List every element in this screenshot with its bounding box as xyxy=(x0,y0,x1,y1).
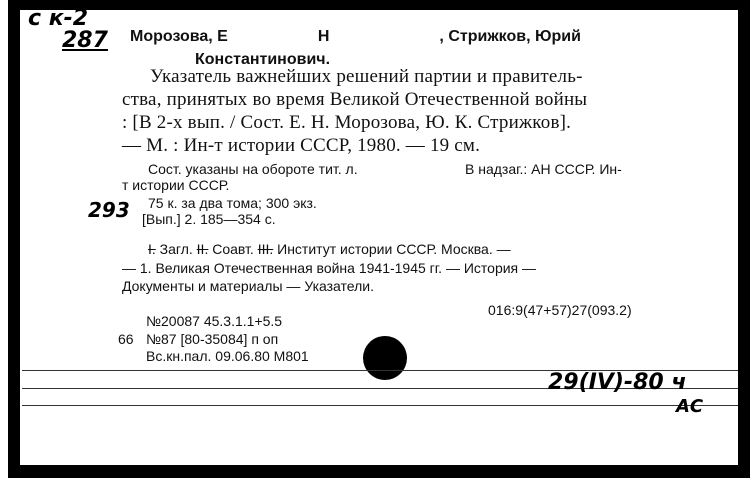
handwritten-shelfmark-bottom: 287 xyxy=(62,28,108,53)
ruled-line xyxy=(22,405,738,406)
coauthor-name: , Стрижков, Юрий xyxy=(439,28,581,45)
punch-hole xyxy=(363,336,407,380)
classification-code: 016:9(47+57)27(093.2) xyxy=(488,302,632,318)
tracing-title-entry: Загл. xyxy=(159,241,193,257)
tracing-subject: — 1. Великая Отечественная война 1941-1945 гг. — История — xyxy=(122,260,537,276)
handwritten-initials: АС xyxy=(676,396,704,417)
author-heading xyxy=(130,28,581,46)
author-surname: Морозова, Е xyxy=(130,28,228,45)
title-line: : [В 2-х вып. / Сост. Е. Н. Морозова, Ю. К. Стрижков]. xyxy=(122,112,572,133)
left-edge xyxy=(0,0,20,478)
note-compilers: Сост. указаны на обороте тит. л. xyxy=(148,161,358,177)
title-line: — М. : Ин-т истории СССР, 1980. — 19 см. xyxy=(122,135,481,156)
title-line: Указатель важнейших решений партии и правитель- xyxy=(150,66,583,87)
print-chamber: Вс.кн.пал. 09.06.80 M801 xyxy=(146,348,309,364)
print-order-prefix: 66 xyxy=(118,331,134,347)
note-volume: [Вып.] 2. 185—354 с. xyxy=(142,211,276,227)
note-header-right: В надзаг.: АН СССР. Ин- xyxy=(465,161,622,177)
print-order: №87 [80-35084] п оп xyxy=(146,331,279,347)
print-number: №20087 45.3.1.1+5.5 xyxy=(146,313,283,329)
note-price: 75 к. за два тома; 300 экз. xyxy=(148,195,317,211)
tracing-ii-label: II. xyxy=(196,241,209,257)
author-initial: Н xyxy=(317,28,330,45)
handwritten-shelfmark-top: с к-2 xyxy=(28,6,89,31)
tracing-subject-2: Документы и материалы — Указатели. xyxy=(122,278,374,294)
tracing-coauthor-entry: Соавт. xyxy=(212,241,254,257)
tracing-institute: Институт истории СССР. Москва. — xyxy=(277,241,511,257)
handwritten-date: 29(IV)-80 ч xyxy=(548,370,687,395)
tracing-iii-label: III. xyxy=(257,241,274,257)
tracing-i-label: I. xyxy=(148,241,156,257)
title-line: ства, принятых во время Великой Отечественной войны xyxy=(122,89,588,110)
tracing-line xyxy=(148,241,511,257)
coauthor-patronymic: Константинович. xyxy=(195,51,331,68)
handwritten-margin-mark: 293 xyxy=(88,198,130,222)
note-institute: т истории СССР. xyxy=(122,177,230,193)
